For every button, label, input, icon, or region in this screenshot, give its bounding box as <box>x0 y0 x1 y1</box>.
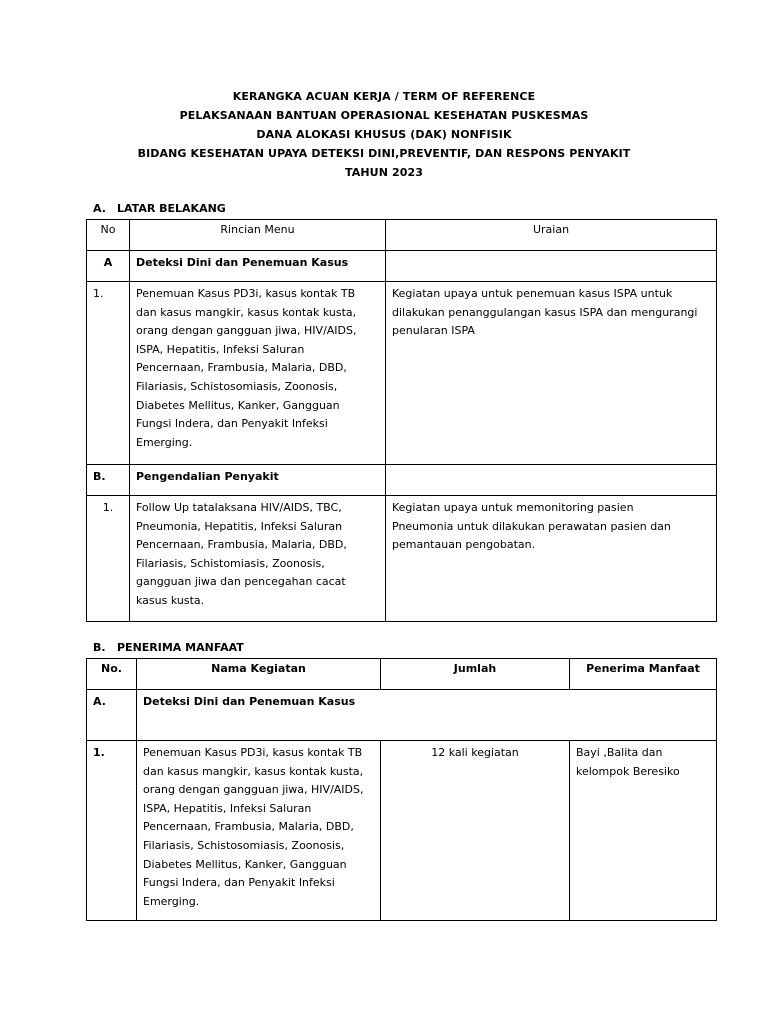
header-cell-no: No. <box>87 659 137 690</box>
header-cell-no: No <box>87 220 130 251</box>
section-b-heading <box>93 641 244 655</box>
table-row <box>87 251 717 282</box>
section-a-title: LATAR BELAKANG <box>117 202 226 215</box>
table-row <box>87 690 717 741</box>
header-cell-jumlah: Jumlah <box>381 659 570 690</box>
penerima-manfaat-table <box>86 658 717 921</box>
jumlah-cell: 12 kali kegiatan <box>381 741 570 921</box>
document-title <box>0 87 768 182</box>
title-line-3: DANA ALOKASI KHUSUS (DAK) NONFISIK <box>256 128 512 141</box>
title-line-4: BIDANG KESEHATAN UPAYA DETEKSI DINI,PREVENTIF, DAN RESPONS PENYAKIT <box>137 147 631 160</box>
rincian-menu-cell: Follow Up tatalaksana HIV/AIDS, TBC, Pneumonia, Hepatitis, Infeksi Saluran Pencernaan, Frambusia, Malaria, DBD, Filariasis, Schistomiasis, Zoonosis, gangguan jiwa dan pencegahan cacat kasus kusta. <box>130 496 386 622</box>
table-header-row <box>87 659 717 690</box>
row-number-cell: A <box>87 251 130 282</box>
uraian-cell: Kegiatan upaya untuk memonitoring pasien Pneumonia untuk dilakukan perawatan pasien dan pemantauan pengobatan. <box>386 496 717 622</box>
rincian-menu-cell: Penemuan Kasus PD3i, kasus kontak TB dan kasus mangkir, kasus kontak kusta, orang dengan gangguan jiwa, HIV/AIDS, ISPA, Hepatitis, Infeksi Saluran Pencernaan, Frambusia, Malaria, DBD, Filariasis, Schistosomiasis, Zoonosis, Diabetes Mellitus, Kanker, Gangguan Fungsi Indera, dan Penyakit Infeksi Emerging. <box>130 282 386 465</box>
header-cell-nama-kegiatan: Nama Kegiatan <box>137 659 381 690</box>
row-number-cell: 1. <box>87 496 130 622</box>
table-row <box>87 496 717 622</box>
title-line-2: PELAKSANAAN BANTUAN OPERASIONAL KESEHATAN PUSKESMAS <box>179 109 589 122</box>
title-line-1: KERANGKA ACUAN KERJA / TERM OF REFERENCE <box>232 90 536 103</box>
header-cell-penerima-manfaat: Penerima Manfaat <box>570 659 717 690</box>
title-line-5: TAHUN 2023 <box>345 166 423 179</box>
section-a-letter: A. <box>93 202 106 215</box>
row-number-cell: 1. <box>87 741 137 921</box>
header-cell-rincian-menu: Rincian Menu <box>130 220 386 251</box>
nama-kegiatan-cell: Penemuan Kasus PD3i, kasus kontak TB dan kasus mangkir, kasus kontak kusta, orang dengan gangguan jiwa, HIV/AIDS, ISPA, Hepatitis, Infeksi Saluran Pencernaan, Frambusia, Malaria, DBD, Filariasis, Schistosomiasis, Zoonosis, Diabetes Mellitus, Kanker, Gangguan Fungsi Indera, dan Penyakit Infeksi Emerging. <box>137 741 381 921</box>
table-row <box>87 282 717 465</box>
section-b-title: PENERIMA MANFAAT <box>117 641 244 654</box>
uraian-cell: Kegiatan upaya untuk penemuan kasus ISPA untuk dilakukan penanggulangan kasus ISPA dan mengurangi penularan ISPA <box>386 282 717 465</box>
table-header-row <box>87 220 717 251</box>
row-number-cell: 1. <box>87 282 130 465</box>
rincian-menu-cell: Pengendalian Penyakit <box>130 465 386 496</box>
rincian-menu-cell: Deteksi Dini dan Penemuan Kasus <box>130 251 386 282</box>
table-row <box>87 465 717 496</box>
table-row <box>87 741 717 921</box>
section-a-heading <box>93 202 226 216</box>
nama-kegiatan-cell: Deteksi Dini dan Penemuan Kasus <box>137 690 717 741</box>
uraian-cell <box>386 465 717 496</box>
penerima-manfaat-cell: Bayi ,Balita dan kelompok Beresiko <box>570 741 717 921</box>
uraian-cell <box>386 251 717 282</box>
header-cell-uraian: Uraian <box>386 220 717 251</box>
latar-belakang-table <box>86 219 717 622</box>
row-number-cell: A. <box>87 690 137 741</box>
row-number-cell: B. <box>87 465 130 496</box>
section-b-letter: B. <box>93 641 106 654</box>
